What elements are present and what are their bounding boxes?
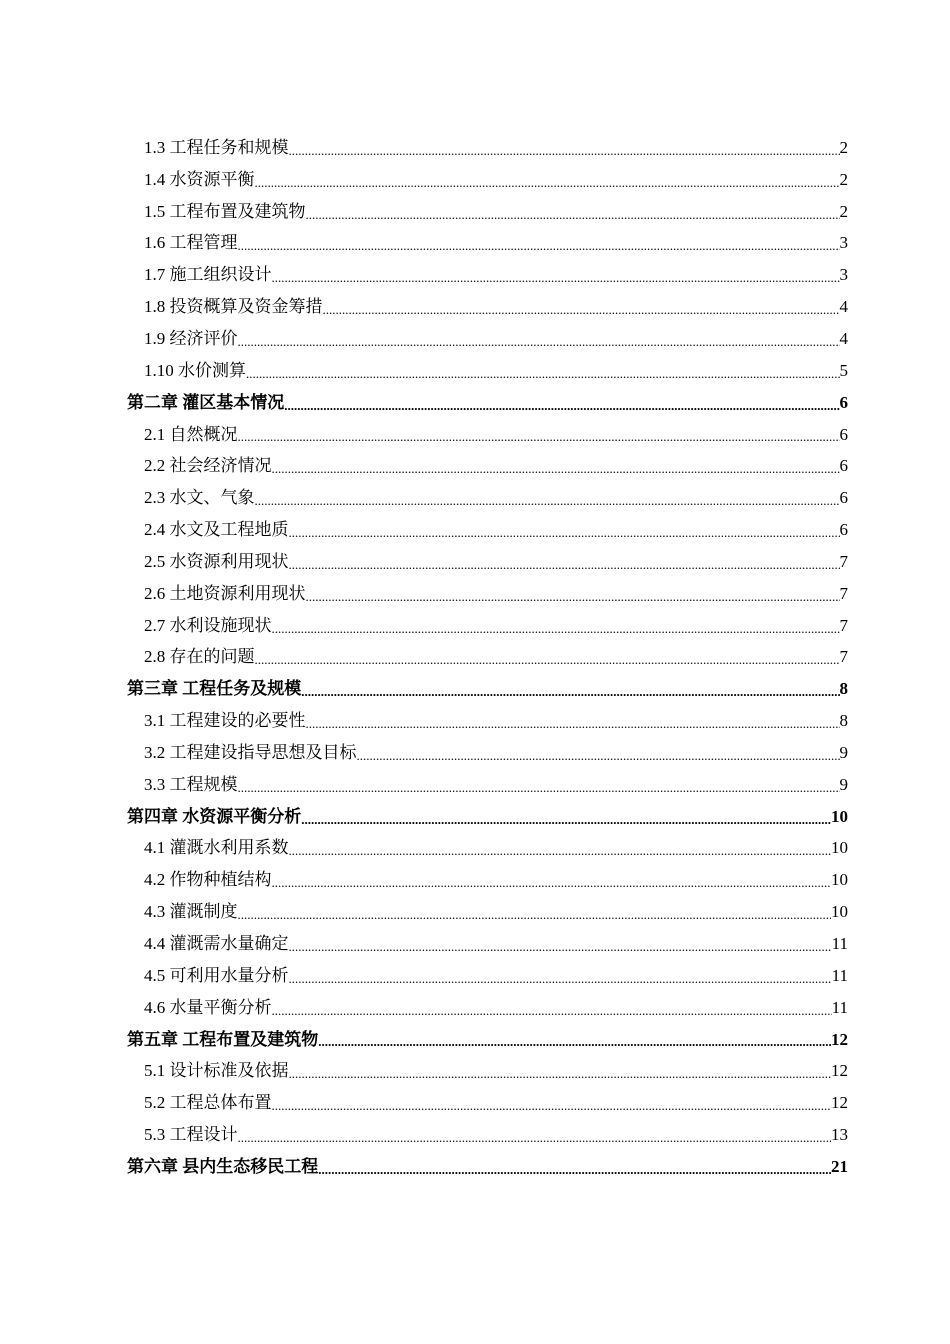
toc-dot-leader [238,1132,832,1151]
toc-entry-title: 第五章 工程布置及建筑物 [127,1029,319,1049]
toc-entry-title: 第六章 县内生态移民工程 [127,1156,319,1176]
toc-page-number: 8 [839,711,848,731]
toc-dot-leader [238,431,840,450]
toc-page-number: 10 [831,806,848,826]
toc-page-number: 10 [831,838,848,858]
toc-dot-leader [255,495,840,514]
toc-page-number: 3 [839,265,848,285]
toc-dot-leader [272,1100,832,1119]
toc-entry-title: 第四章 水资源平衡分析 [127,806,302,826]
toc-dot-leader [289,941,832,960]
toc-page-number: 7 [839,647,848,667]
toc-dot-leader [318,1036,831,1055]
toc-chapter-entry[interactable] [127,1151,848,1183]
toc-section-entry[interactable] [127,323,848,355]
toc-page-number: 6 [839,488,848,508]
toc-section-entry[interactable] [127,705,848,737]
toc-section-entry[interactable] [127,864,848,896]
toc-section-entry[interactable] [127,1119,848,1151]
toc-section-entry[interactable] [127,610,848,642]
toc-section-entry[interactable] [127,1055,848,1087]
toc-entry-title: 2.7 水利设施现状 [144,615,272,635]
toc-section-entry[interactable] [127,578,848,610]
toc-dot-leader [272,1005,832,1024]
toc-entry-title: 5.1 设计标准及依据 [144,1061,289,1081]
toc-entry-title: 1.8 投资概算及资金筹措 [144,297,323,317]
toc-entry-title: 1.3 工程任务和规模 [144,137,289,157]
toc-page-number: 8 [839,679,848,699]
toc-page-number: 2 [839,169,848,189]
toc-section-entry[interactable] [127,196,848,228]
toc-entry-title: 2.8 存在的问题 [144,647,255,667]
toc-page-number: 6 [839,392,848,412]
toc-section-entry[interactable] [127,259,848,291]
toc-section-entry[interactable] [127,896,848,928]
toc-page-number: 11 [831,934,848,954]
toc-dot-leader [272,463,840,482]
toc-entry-title: 2.2 社会经济情况 [144,456,272,476]
toc-entry-title: 4.6 水量平衡分析 [144,997,272,1017]
toc-entry-title: 2.5 水资源利用现状 [144,551,289,571]
toc-dot-leader [289,845,832,864]
toc-section-entry[interactable] [127,228,848,260]
toc-entry-title: 1.5 工程布置及建筑物 [144,201,306,221]
toc-entry-title: 5.3 工程设计 [144,1125,238,1145]
toc-dot-leader [289,559,840,578]
toc-chapter-entry[interactable] [127,387,848,419]
toc-page-number: 5 [839,360,848,380]
toc-dot-leader [306,209,840,228]
toc-entry-title: 1.4 水资源平衡 [144,169,255,189]
toc-page-number: 12 [831,1093,848,1113]
toc-entry-title: 4.4 灌溉需水量确定 [144,934,289,954]
toc-page-number: 2 [839,137,848,157]
toc-entry-title: 第三章 工程任务及规模 [127,679,302,699]
toc-entry-title: 1.7 施工组织设计 [144,265,272,285]
toc-page-number: 3 [839,233,848,253]
toc-page-number: 2 [839,201,848,221]
toc-section-entry[interactable] [127,291,848,323]
toc-page-number: 6 [839,424,848,444]
toc-dot-leader [272,623,840,642]
toc-dot-leader [301,686,839,705]
toc-dot-leader [246,368,840,387]
toc-dot-leader [238,336,840,355]
toc-entry-title: 1.6 工程管理 [144,233,238,253]
toc-entry-title: 3.3 工程规模 [144,774,238,794]
toc-page-number: 4 [839,328,848,348]
toc-section-entry[interactable] [127,450,848,482]
toc-entry-title: 1.9 经济评价 [144,328,238,348]
table-of-contents [127,132,848,1183]
toc-dot-leader [301,814,831,833]
toc-page-number: 11 [831,997,848,1017]
toc-dot-leader [289,145,840,164]
toc-page-number: 21 [831,1156,848,1176]
toc-dot-leader [238,782,840,801]
toc-dot-leader [289,973,832,992]
toc-entry-title: 4.5 可利用水量分析 [144,965,289,985]
toc-page-number: 7 [839,615,848,635]
toc-dot-leader [272,272,840,291]
toc-page-number: 11 [831,965,848,985]
toc-dot-leader [255,654,840,673]
toc-dot-leader [323,304,840,323]
toc-entry-title: 4.1 灌溉水利用系数 [144,838,289,858]
toc-page-number: 10 [831,870,848,890]
toc-page-number: 9 [839,774,848,794]
toc-dot-leader [272,877,832,896]
toc-page-number: 7 [839,583,848,603]
toc-entry-title: 4.3 灌溉制度 [144,902,238,922]
toc-dot-leader [357,750,840,769]
toc-section-entry[interactable] [127,928,848,960]
toc-entry-title: 5.2 工程总体布置 [144,1093,272,1113]
toc-chapter-entry[interactable] [127,801,848,833]
toc-page-number: 6 [839,520,848,540]
toc-dot-leader [289,527,840,546]
toc-page-number: 7 [839,551,848,571]
toc-entry-title: 2.1 自然概况 [144,424,238,444]
toc-dot-leader [306,591,840,610]
toc-entry-title: 3.1 工程建设的必要性 [144,711,306,731]
toc-page-number: 12 [831,1029,848,1049]
toc-dot-leader [289,1068,832,1087]
toc-dot-leader [238,240,840,259]
toc-page-number: 10 [831,902,848,922]
toc-entry-title: 2.6 土地资源利用现状 [144,583,306,603]
toc-section-entry[interactable] [127,514,848,546]
toc-chapter-entry[interactable] [127,1024,848,1056]
toc-chapter-entry[interactable] [127,673,848,705]
toc-section-entry[interactable] [127,355,848,387]
toc-dot-leader [238,909,832,928]
toc-entry-title: 第二章 灌区基本情况 [127,392,285,412]
toc-entry-title: 2.3 水文、气象 [144,488,255,508]
toc-entry-title: 1.10 水价测算 [144,360,246,380]
toc-section-entry[interactable] [127,833,848,865]
toc-section-entry[interactable] [127,960,848,992]
toc-page-number: 13 [831,1125,848,1145]
toc-section-entry[interactable] [127,164,848,196]
toc-page-number: 9 [839,742,848,762]
toc-section-entry[interactable] [127,132,848,164]
toc-dot-leader [284,400,839,419]
toc-dot-leader [318,1164,831,1183]
toc-dot-leader [255,177,840,196]
toc-page-number: 6 [839,456,848,476]
toc-section-entry[interactable] [127,546,848,578]
toc-entry-title: 3.2 工程建设指导思想及目标 [144,742,357,762]
toc-section-entry[interactable] [127,419,848,451]
toc-section-entry[interactable] [127,769,848,801]
toc-section-entry[interactable] [127,482,848,514]
toc-section-entry[interactable] [127,1087,848,1119]
toc-dot-leader [306,718,840,737]
toc-page-number: 12 [831,1061,848,1081]
toc-section-entry[interactable] [127,737,848,769]
toc-entry-title: 4.2 作物种植结构 [144,870,272,890]
toc-entry-title: 2.4 水文及工程地质 [144,520,289,540]
toc-page-number: 4 [839,297,848,317]
toc-section-entry[interactable] [127,992,848,1024]
toc-section-entry[interactable] [127,642,848,674]
